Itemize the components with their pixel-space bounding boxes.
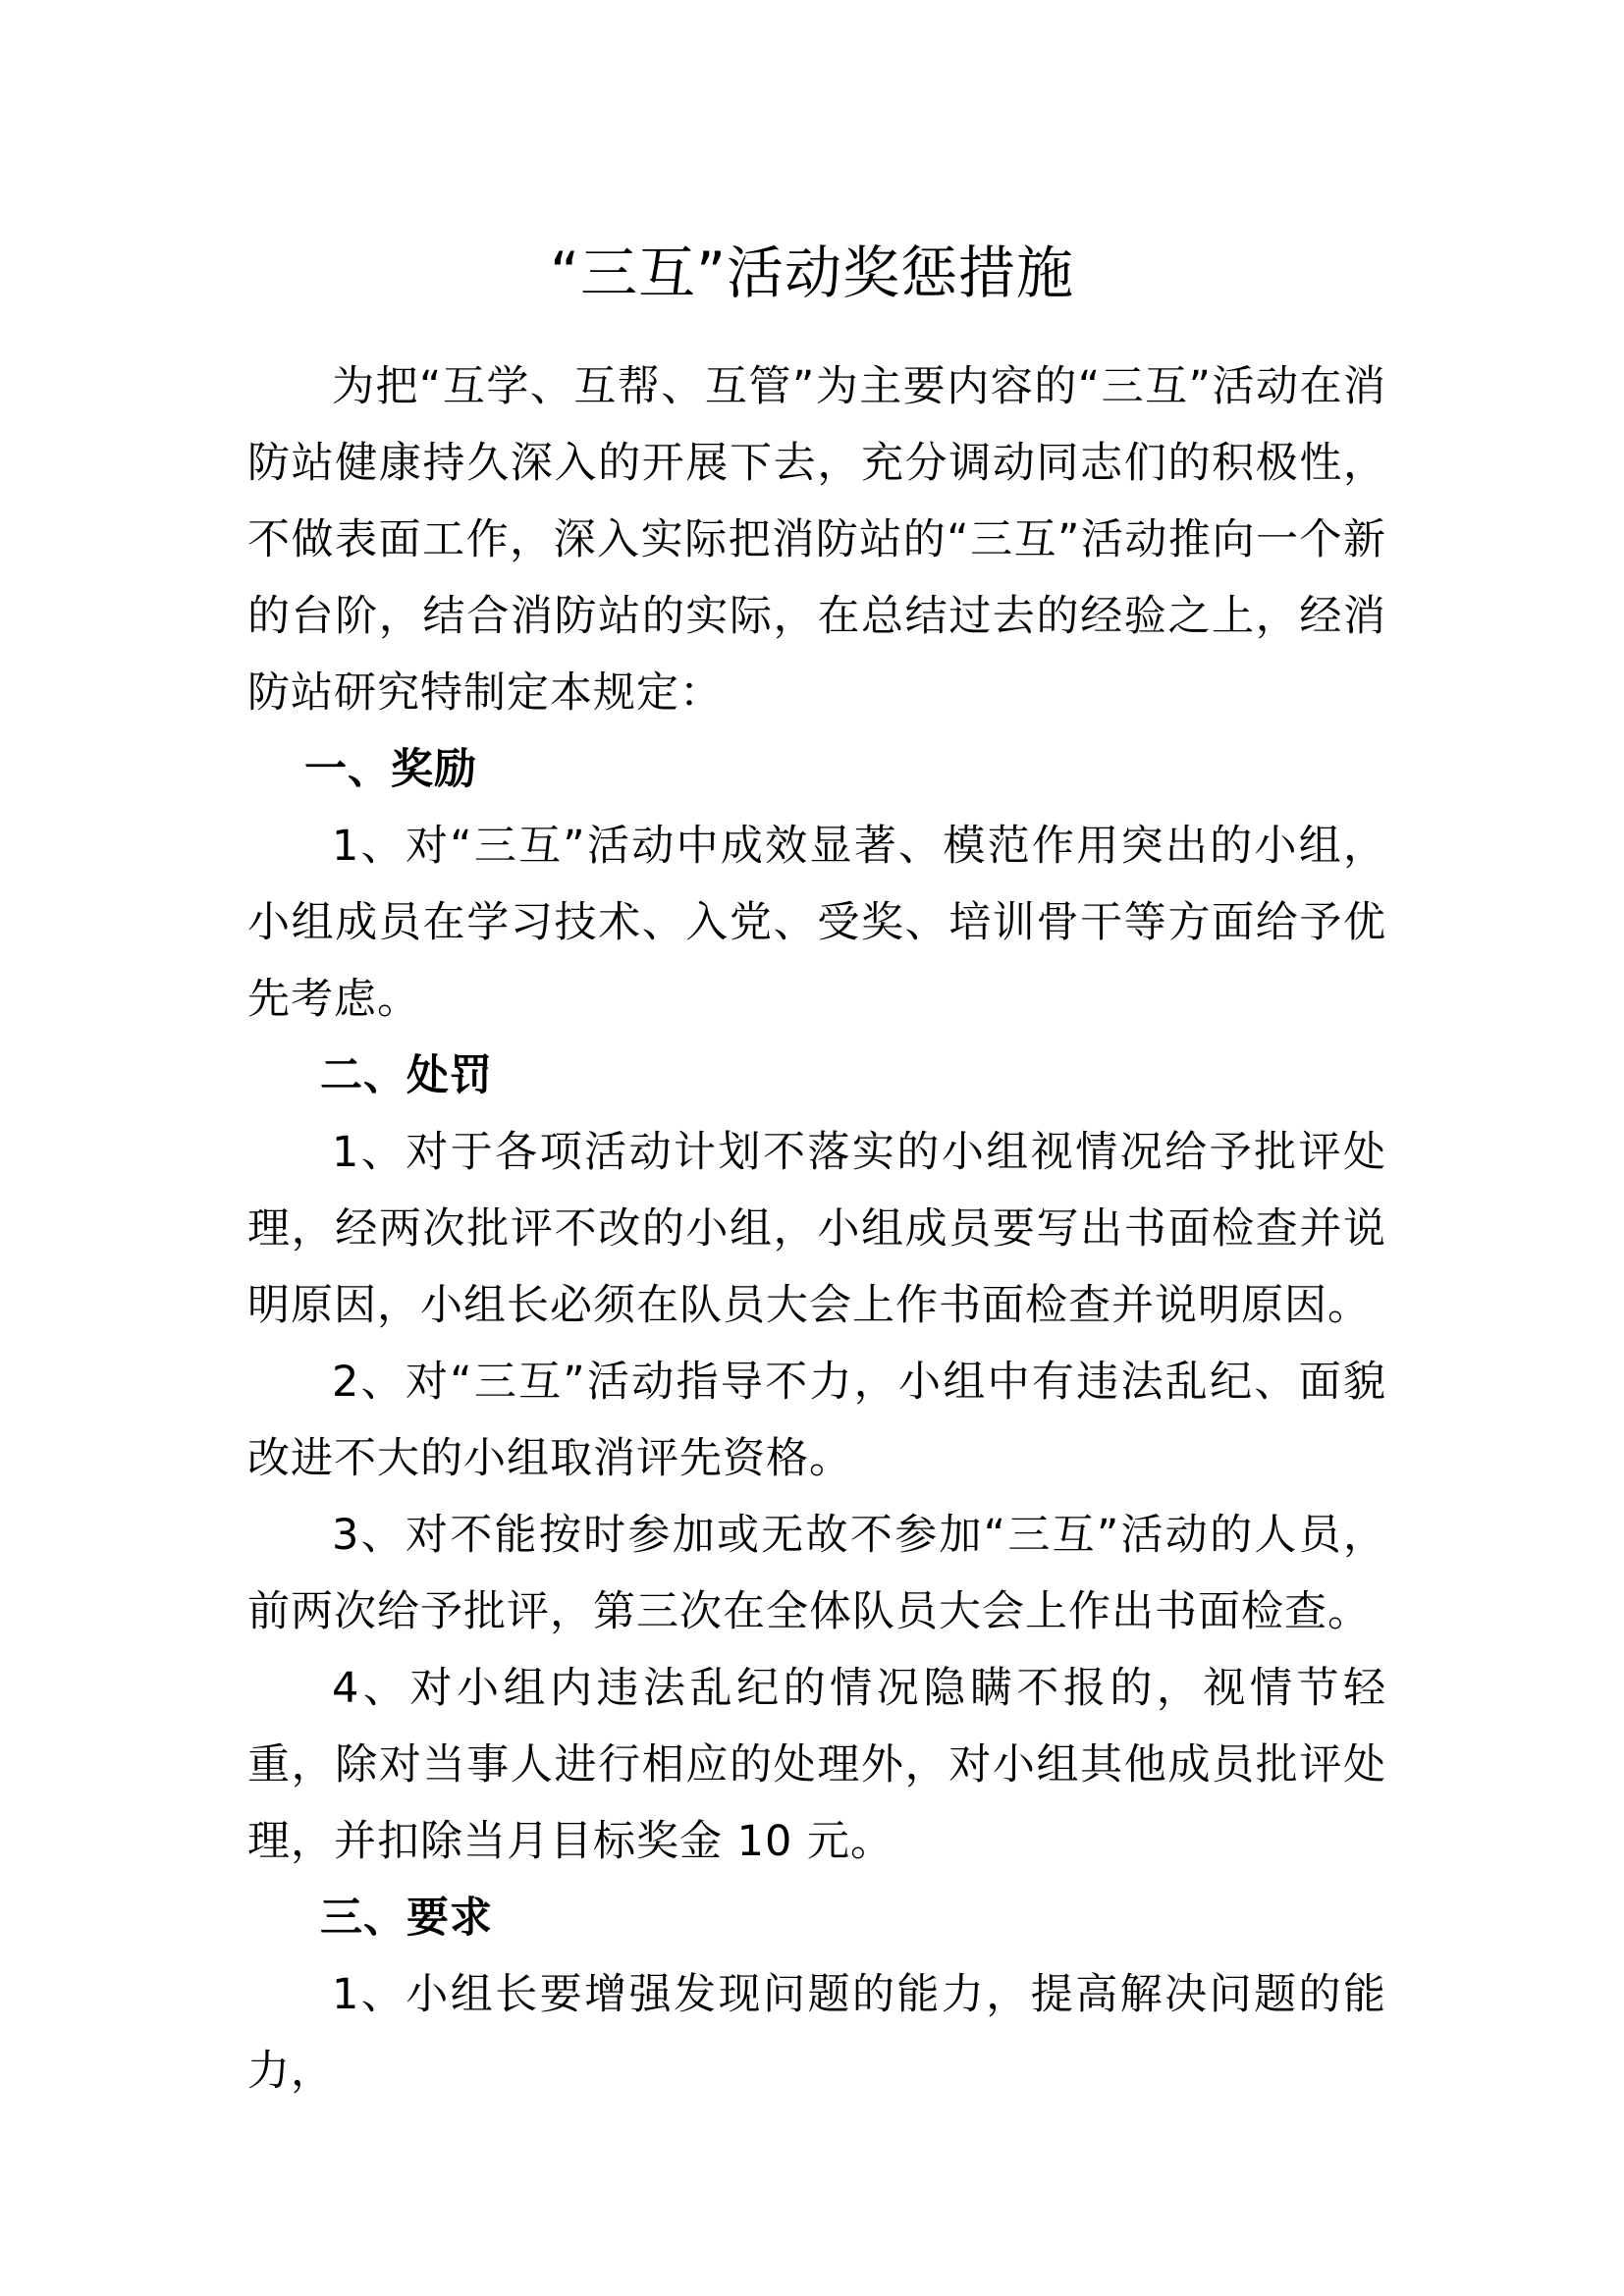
section-heading-rewards: 一、奖励: [304, 745, 477, 794]
penalties-item-3: 3、对不能按时参加或无故不参加“三互”活动的人员，前两次给予批评，第三次在全体队员大会上作出书面检查。: [247, 1511, 1386, 1636]
intro-paragraph: 为把“互学、互帮、互管”为主要内容的“三互”活动在消防站健康持久深入的开展下去，充分调动同志们的积极性，不做表面工作，深入实际把消防站的“三互”活动推向一个新的台阶，结合消防站的实际，在总结过去的经验之上，经消防站研究特制定本规定：: [247, 362, 1386, 718]
penalties-item-1: 1、对于各项活动计划不落实的小组视情况给予批评处理，经两次批评不改的小组，小组成员要写出书面检查并说明原因，小组长必须在队员大会上作书面检查并说明原因。: [247, 1128, 1386, 1330]
section-heading-penalties: 二、处罚: [320, 1051, 493, 1100]
penalties-item-4: 4、对小组内违法乱纪的情况隐瞒不报的，视情节轻重，除对当事人进行相应的处理外，对小组其他成员批评处理，并扣除当月目标奖金 10 元。: [247, 1664, 1386, 1866]
document-title: “三互”活动奖惩措施: [549, 240, 1075, 306]
penalties-item-2: 2、对“三互”活动指导不力，小组中有违法乱纪、面貌改进不大的小组取消评先资格。: [247, 1358, 1386, 1483]
requirements-item-1: 1、小组长要增强发现问题的能力，提高解决问题的能力，: [247, 1970, 1386, 2096]
rewards-item-1: 1、对“三互”活动中成效显著、模范作用突出的小组，小组成员在学习技术、入党、受奖、培训骨干等方面给予优先考虑。: [247, 822, 1386, 1024]
document-body: [247, 348, 1386, 2109]
section-heading-requirements: 三、要求: [320, 1894, 493, 1943]
